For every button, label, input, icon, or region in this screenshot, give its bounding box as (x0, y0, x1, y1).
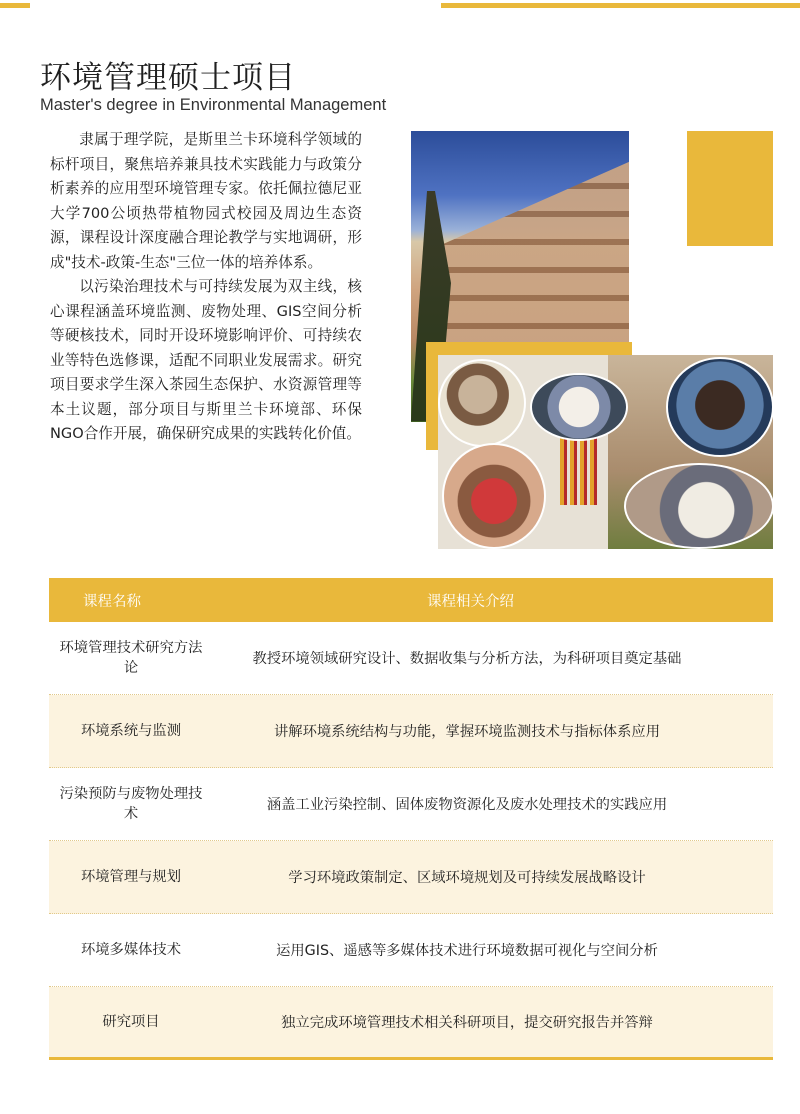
page-subtitle: Master's degree in Environmental Management (40, 96, 387, 114)
course-desc-cell: 涵盖工业污染控制、固体废物资源化及废水处理技术的实践应用 (266, 797, 668, 813)
course-name-cell: 环境系统与监测 (80, 723, 182, 739)
course-desc-cell: 教授环境领域研究设计、数据收集与分析方法，为科研项目奠定基础 (252, 651, 682, 667)
column-header-course-intro: 课程相关介绍 (427, 593, 514, 610)
course-name-cell: 研究项目 (102, 1014, 160, 1030)
students-studying-photo (438, 359, 526, 447)
table-row (49, 768, 773, 841)
course-desc-cell: 运用GIS、遥感等多媒体技术进行环境数据可视化与空间分析 (276, 943, 658, 959)
top-accent-bar-right (441, 3, 800, 8)
decorative-yellow-block (687, 131, 773, 246)
table-row (49, 695, 773, 768)
page-title: 环境管理硕士项目 (40, 60, 296, 96)
laboratory-photo (530, 373, 628, 441)
student-photo-collage (438, 355, 773, 549)
course-table (49, 578, 773, 1060)
intro-paragraph: 隶属于理学院，是斯里兰卡环境科学领域的标杆项目，聚焦培养兼具技术实践能力与政策分析素养的应用型环境管理专家。依托佩拉德尼亚大学700公顷热带植物园式校园及周边生态资源，课程设计深度融合理论教学与实地调研，形成"技术-政策-生态"三位一体的培养体系。 (50, 131, 362, 271)
course-name-cell: 环境管理技术研究方法论 (59, 640, 203, 676)
student-portrait-photo (666, 357, 773, 457)
top-accent-bar-left (0, 3, 30, 8)
table-row (49, 914, 773, 987)
table-row (49, 987, 773, 1060)
students-group-photo (442, 443, 546, 549)
course-name-cell: 环境管理与规划 (80, 869, 182, 885)
table-row (49, 622, 773, 695)
course-name-cell: 环境多媒体技术 (80, 942, 182, 958)
course-desc-cell: 学习环境政策制定、区域环境规划及可持续发展战略设计 (288, 870, 646, 886)
table-header (49, 578, 773, 622)
course-desc-cell: 独立完成环境管理技术相关科研项目，提交研究报告并答辩 (281, 1015, 653, 1031)
course-name-cell: 污染预防与废物处理技术 (59, 786, 203, 822)
flags-photo (560, 435, 600, 505)
table-row (49, 841, 773, 914)
intro-text (50, 128, 362, 447)
column-header-course-name: 课程名称 (83, 593, 141, 610)
classroom-photo (624, 463, 773, 549)
intro-paragraph: 以污染治理技术与可持续发展为双主线，核心课程涵盖环境监测、废物处理、GIS空间分析等硬核技术，同时开设环境影响评价、可持续农业等特色选修课，适配不同职业发展需求。研究项目要求学生深入茶园生态保护、水资源管理等本土议题，部分项目与斯里兰卡环境部、环保NGO合作开展，确保研究成果的实践转化价值。 (50, 278, 362, 442)
course-desc-cell: 讲解环境系统结构与功能，掌握环境监测技术与指标体系应用 (273, 724, 660, 740)
